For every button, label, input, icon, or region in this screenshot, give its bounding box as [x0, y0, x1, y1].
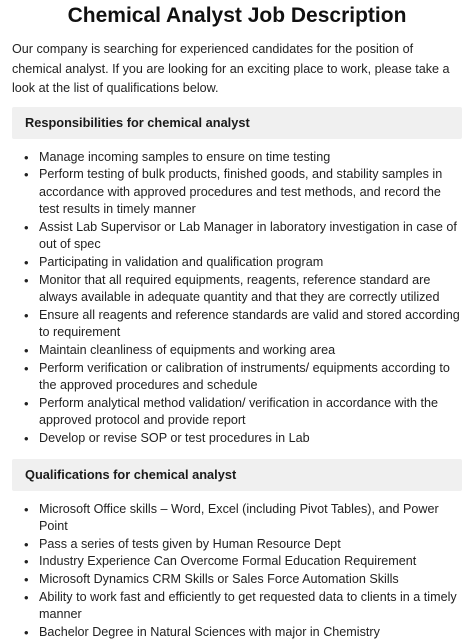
- responsibilities-list: [12, 149, 462, 448]
- list-item: • Develop or revise SOP or test procedures in Lab: [39, 430, 462, 448]
- intro-paragraph: Our company is searching for experienced candidates for the position of chemical analyst. If you are looking for an exciting place to work, please take a look at the list of qualifications below.: [12, 42, 450, 95]
- list-item: • Industry Experience Can Overcome Formal Education Requirement: [39, 553, 462, 571]
- qualifications-list: [12, 501, 462, 641]
- list-item: • Microsoft Office skills – Word, Excel (including Pivot Tables), and Power Point: [39, 501, 462, 536]
- list-item: • Manage incoming samples to ensure on time testing: [39, 149, 462, 167]
- list-item: • Assist Lab Supervisor or Lab Manager in laboratory investigation in case of out of spec: [39, 219, 462, 254]
- list-item: • Perform analytical method validation/ verification in accordance with the approved protocol and provide report: [39, 395, 462, 430]
- list-item: • Bachelor Degree in Natural Sciences with major in Chemistry: [39, 624, 462, 641]
- list-item: • Ability to work fast and efficiently to get requested data to clients in a timely manner: [39, 589, 462, 624]
- list-item: • Microsoft Dynamics CRM Skills or Sales Force Automation Skills: [39, 571, 462, 589]
- list-item: • Perform testing of bulk products, finished goods, and stability samples in accordance with approved procedures and test methods, and record the test results in timely manner: [39, 166, 462, 219]
- list-item: • Ensure all reagents and reference standards are valid and stored according to requirement: [39, 307, 462, 342]
- qualifications-heading: Qualifications for chemical analyst: [12, 459, 462, 491]
- page-title: Chemical Analyst Job Description: [67, 4, 407, 27]
- list-item: • Pass a series of tests given by Human Resource Dept: [39, 536, 462, 554]
- list-item: • Perform verification or calibration of instruments/ equipments according to the approved procedures and schedule: [39, 360, 462, 395]
- responsibilities-heading: Responsibilities for chemical analyst: [12, 107, 462, 139]
- list-item: • Maintain cleanliness of equipments and working area: [39, 342, 462, 360]
- list-item: • Participating in validation and qualification program: [39, 254, 462, 272]
- list-item: • Monitor that all required equipments, reagents, reference standard are always available in adequate quantity and that they are correctly utilized: [39, 272, 462, 307]
